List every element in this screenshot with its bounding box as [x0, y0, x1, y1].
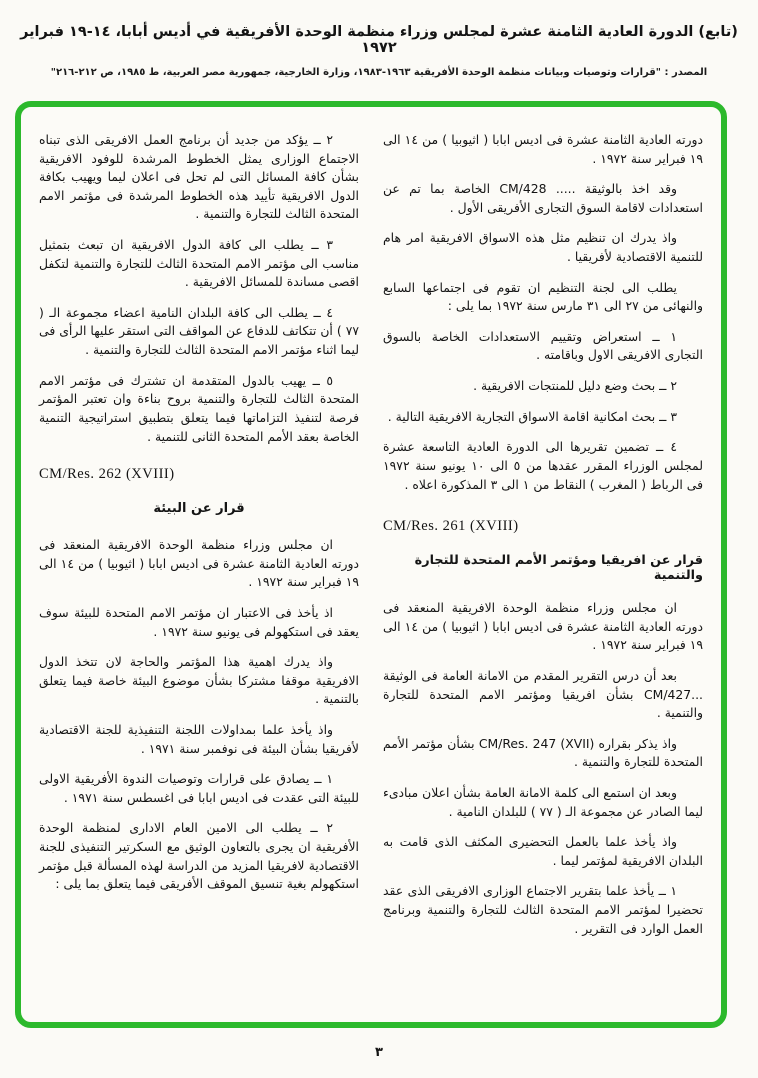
list-item-4: ٤ ــ تضمين تقريرها الى الدورة العادية التاسعة عشرة لمجلس الوزراء المقرر عقدها من ٥ الى ١٠ يونيو سنة ١٩٧٢ فى الرباط ( المغرب ) النقاط من ١ الى ٣ المذكورة اعلاه . [383, 439, 703, 492]
paragraph-requests-committee: يطلب الى لجنة التنظيم ان تقوم فى اجتماعها السابع والنهائى من ٢٧ الى ٣١ مارس سنة ١٩٧٢ بما يلى : [383, 279, 703, 314]
list-item-3: ٣ ــ بحث امكانية اقامة الاسواق التجارية الافريقية التالية . [387, 408, 677, 424]
list-item-4-res261: ٤ ــ يطلب الى كافة البلدان النامية اعضاء مجموعة الـ ( ٧٧ ) أن تتكاتف للدفاع عن المواقف التى استقر عليها الرأى فى ليما اثناء مؤتمر الامم المتحدة الثالث للتجارة والتنمية . [39, 304, 359, 358]
list-item-3-res261: ٣ ــ يطلب الى كافة الدول الافريقية ان تبعث بتمثيل مناسب الى مؤتمر الامم المتحدة الثالث للتجارة والتنمية لتكفل اقصى مساندة للمسائل الافريقية . [39, 237, 359, 290]
document-header-title: (تابع) الدورة العادية الثامنة عشرة لمجلس وزراء منظمة الوحدة الأفريقية في أديس أبابا، ١٤-١٩ فبراير ١٩٧٢ [20, 24, 738, 56]
list-item-5-res261: ٥ ــ يهيب بالدول المتقدمة ان تشترك فى مؤتمر الامم المتحدة الثالث للتجارة والتنمية بروح بناءة وان تعتبر المؤتمر فرصة لتنفيذ التزاماتها فيما يتعلق بتطبيق استراتيجية التنمية الخاصة بعقد الأمم المتحدة الثانى للتنمية . [39, 372, 359, 444]
resolution-title-261: قرار عن افريقيا ومؤتمر الأمم المتحدة للتجارة والتنمية [414, 553, 703, 584]
two-column-layout [39, 131, 703, 1012]
list-item-2: ٢ ــ بحث وضع دليل للمنتجات الافريقية . [473, 378, 677, 394]
page-number: ٣ [375, 1045, 383, 1060]
right-column [383, 131, 703, 1012]
document-header [0, 24, 758, 78]
paragraph-preparatory-work: واذ يأخذ علما بالعمل التحضيرى المكثف الذى قامت به البلدان الافريقية لمؤتمر ليما . [383, 834, 703, 868]
paragraph-council-session-262: ان مجلس وزراء منظمة الوحدة الافريقية المنعقد فى دورته العادية الثامنة عشرة فى اديس ابابا ( اثيوبيا ) من ١٤ الى ١٩ فبراير سنة ١٩٧٢ . [39, 537, 360, 590]
paragraph-common-position: واذ يدرك اهمية هذا المؤتمر والحاجة لان تتخذ الدول الافريقية موقفا مشتركا بشأن موضوع البيئة خاصة فيما يتعلق بالتنمية . [39, 654, 359, 707]
resolution-ref-262: CM/Res. 262 (XVIII) [39, 466, 175, 483]
paragraph-document-cm427: بعد أن درس التقرير المقدم من الامانة العامة فى الوثيقة ...CM/427 بشأن افريقيا ومؤتمر الامم المتحدة للتجارة والتنمية . [383, 667, 703, 721]
paragraph-recalling-res247: واذ يذكر بقراره CM/Res. 247 (XVII) بشأن مؤتمر الأمم المتحدة للتجارة والتنمية . [383, 735, 703, 770]
list-item-1-res262: ١ ــ يصادق على قرارات وتوصيات الندوة الأفريقية الاولى للبيئة التى عقدت فى اديس ابابا فى اغسطس سنة ١٩٧١ . [39, 771, 359, 805]
paragraph-stockholm-conference: اذ يأخذ فى الاعتبار ان مؤتمر الامم المتحدة للبيئة سوف يعقد فى استكهولم فى يونيو سنة ١٩٧٢ . [39, 604, 359, 639]
resolution-title-262: قرار عن البيئة [153, 501, 245, 517]
paragraph-lima-declaration: وبعد ان استمع الى كلمة الامانة العامة بشأن اعلان مبادىء ليما الصادر عن مجموعة الـ ( ٧٧ ) للبلدان النامية . [383, 785, 703, 819]
list-item-1-res261: ١ ــ يأخذ علما بتقرير الاجتماع الوزارى الافريقى الذى عقد تحضيرا لمؤتمر الامم المتحدة الثالث للتجارة والتنمية وبرنامج العمل الوارد فى التقرير . [383, 883, 703, 936]
paragraph-council-session: ان مجلس وزراء منظمة الوحدة الافريقية المنعقد فى دورته العادية الثامنة عشرة فى اديس ابابا ( اثيوبيا ) من ١٤ الى ١٩ فبراير سنة ١٩٧٢ . [383, 600, 704, 653]
paragraph-eca-deliberations: واذ يأخذ علما بمداولات اللجنة التنفيذية للجنة الاقتصادية لأفريقيا بشأن البيئة فى نوفمبر سنة ١٩٧١ . [39, 722, 359, 756]
list-item-2-res261: ٢ ــ يؤكد من جديد أن برنامج العمل الافريقى الذى تبناه الاجتماع الوزارى يمثل الخطوط المرشدة للوفود الافريقية بشأن كافة المسائل التى لم تحل فى اعلان ليما ويهيب بكافة الدول الافريقية تأييد هذه الخطوط المرشدة فى مؤتمر الامم المتحدة الثالث للتجارة والتنمية . [39, 132, 359, 222]
paragraph-continuation: دورته العادية الثامنة عشرة فى اديس ابابا ( اثيوبيا ) من ١٤ الى ١٩ فبراير سنة ١٩٧٢ . [383, 132, 704, 166]
list-item-1: ١ ــ استعراض وتقييم الاستعدادات الخاصة بالسوق التجارى الافريقى الاول وباقامته . [383, 328, 703, 363]
left-column [39, 131, 359, 1012]
resolution-ref-261: CM/Res. 261 (XVIII) [383, 518, 519, 535]
paragraph-document-cm428: وقد اخذ بالوثيقة ..... CM/428 الخاصة بما تم عن استعدادات لاقامة السوق التجارى الأفريقى الأول . [383, 181, 703, 215]
document-source-line: المصدر : "قرارات وتوصيات وبيانات منظمة الوحدة الأفريقية ١٩٦٣-١٩٨٣، وزارة الخارجية، جمهورية مصر العربية، ط ١٩٨٥، ص ٢١٢-٢١٦" [50, 67, 708, 78]
list-item-2-res262: ٢ ــ يطلب الى الامين العام الادارى لمنظمة الوحدة الأفريقية ان يجرى بالتعاون الوثيق مع السكرتير التنفيذى للجنة الاقتصادية لافريقيا المزيد من الدراسة لهذه المسألة قبل مؤتمر استكهولم بغية تنسيق الموقف الأفريقى فيما يتعلق بما يلى : [39, 820, 359, 892]
document-border-box [15, 101, 727, 1028]
paragraph-recognizing-markets: واذ يدرك ان تنظيم مثل هذه الاسواق الافريقية امر هام للتنمية الاقتصادية لأفريقيا . [383, 230, 703, 265]
